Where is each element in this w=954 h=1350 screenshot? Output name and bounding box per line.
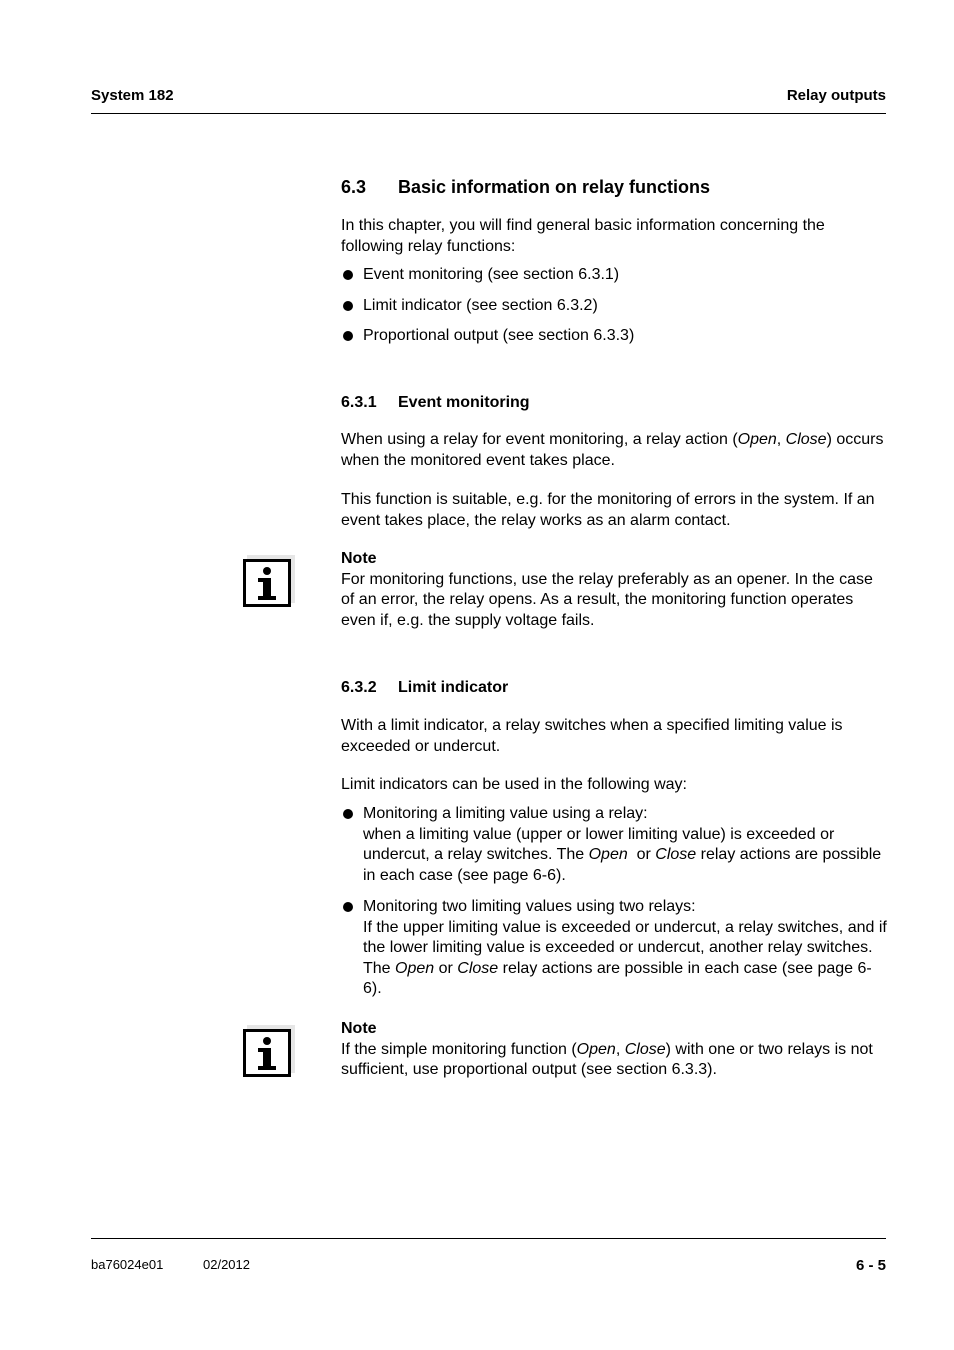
list-item: Monitoring two limiting values using two relays: If the upper limiting value is exceeded or undercut, a relay switches, and if the lower limiting value is exceeded or undercut, another relay switches. The Open or Close relay actions are possible in each case (see page 6-6). — [341, 897, 889, 1000]
note-block-event — [341, 549, 889, 631]
note-title: Note — [341, 1020, 377, 1037]
page-number: 6 - 5 — [855, 1257, 886, 1274]
section-number: 6.3 — [341, 177, 367, 197]
note-block-limit — [341, 1019, 889, 1081]
info-icon — [243, 559, 291, 607]
note-text: If the simple monitoring function (Open, Close) with one or two relays is not sufficient, use proportional output (see section 6.3.3). — [341, 1040, 873, 1078]
footer-doc-number: ba76024e01 — [91, 1257, 164, 1272]
subsection-heading-event: 6.3.1 Event monitoring — [341, 394, 530, 411]
footer-rule — [91, 1238, 886, 1239]
event-paragraph-2: This function is suitable, e.g. for the monitoring of errors in the system. If an event takes place, the relay works as an alarm contact. — [341, 491, 875, 529]
list-item: Event monitoring (see section 6.3.1) — [341, 265, 889, 286]
section-title: Basic information on relay functions — [398, 177, 711, 197]
event-paragraph-1: When using a relay for event monitoring, a relay action (Open, Close) occurs when the monitored event takes place. — [341, 431, 884, 469]
bullet-icon — [343, 301, 353, 311]
list-item: Limit indicator (see section 6.3.2) — [341, 296, 889, 317]
subsection-heading-limit: 6.3.2 Limit indicator — [341, 679, 509, 696]
footer-date: 02/2012 — [203, 1257, 250, 1272]
list-item: Proportional output (see section 6.3.3) — [341, 326, 889, 347]
bullet-icon — [343, 270, 353, 280]
header-rule — [91, 113, 886, 114]
running-header-left: System 182 — [91, 87, 174, 104]
bullet-icon — [343, 331, 353, 341]
limit-paragraph-1: With a limit indicator, a relay switches when a specified limiting value is exceeded or undercut. — [341, 717, 843, 755]
bullet-icon — [343, 809, 353, 819]
section-heading — [341, 177, 889, 198]
running-header-right: Relay outputs — [786, 87, 886, 104]
note-text: For monitoring functions, use the relay preferably as an opener. In the case of an error, the relay opens. As a result, the monitoring function operates even if, e.g. the supply voltage fails. — [341, 570, 873, 629]
section-intro: In this chapter, you will find general basic information concerning the following relay functions: — [341, 217, 825, 255]
info-icon — [243, 1029, 291, 1077]
limit-paragraph-2: Limit indicators can be used in the following way: — [341, 776, 687, 793]
bullet-icon — [343, 902, 353, 912]
list-item: Monitoring a limiting value using a relay: when a limiting value (upper or lower limiting value) is exceeded or undercut, a relay switches. The Open or Close relay actions are possible in each case (see page 6-6). — [341, 804, 889, 886]
note-title: Note — [341, 550, 377, 567]
